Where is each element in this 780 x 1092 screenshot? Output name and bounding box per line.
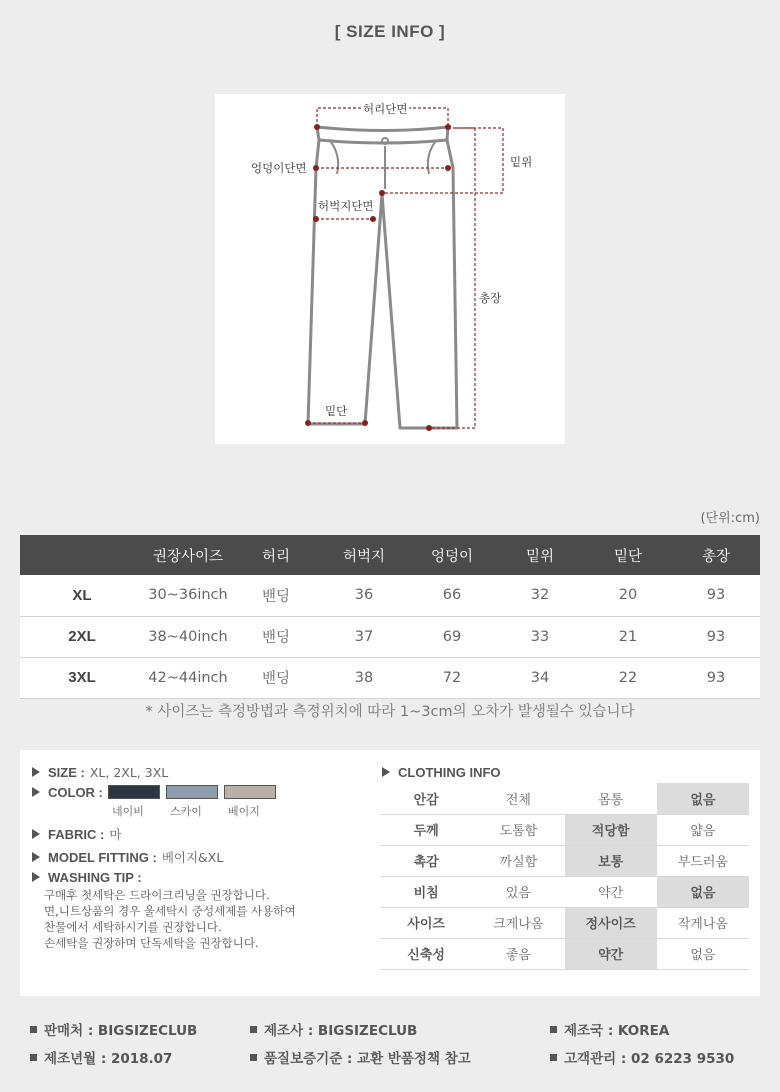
clothing-option: 없음 [657,783,749,814]
product-details [32,762,372,951]
clothing-row [380,783,749,814]
footer-item [30,1019,250,1039]
cs-text: 고객관리 : 02 6223 9530 [564,1051,735,1067]
size-table [20,535,760,699]
fabric-row [32,824,372,844]
table-cell: 93 [706,628,726,645]
hip-label: 엉덩이단면 [251,161,307,175]
table-cell: 69 [442,628,462,645]
triangle-bullet-icon [32,852,40,862]
rise-label: 밑위 [510,155,533,169]
color-name: 스카이 [170,805,202,818]
color-swatch-beige [224,785,276,799]
footer-info [30,1015,760,1071]
maker-text: 제조사 : BIGSIZECLUB [264,1023,418,1039]
table-cell: 33 [530,628,550,645]
header-cell: 엉덩이 [430,548,474,565]
table-cell: 66 [442,587,462,604]
table-cell: 42~44inch [148,669,228,686]
clothing-option: 까실함 [499,855,538,870]
table-cell: 32 [530,587,550,604]
unit-label: (단위:cm) [700,511,760,526]
color-label: COLOR : [48,784,103,800]
color-swatches [108,785,276,799]
clothing-option: 작게나옴 [677,917,728,932]
footer-item [250,1047,550,1067]
table-cell: 밴딩 [261,588,290,605]
color-swatch-sky [166,785,218,799]
square-bullet-icon [30,1054,37,1061]
table-cell: 밴딩 [261,630,290,646]
length-label: 총장 [479,291,502,305]
header-cell: 밑위 [525,548,554,565]
footer-item [550,1047,734,1067]
clothing-option: 정사이즈 [565,907,657,938]
footer-row [30,1015,760,1043]
clothing-option: 좋음 [505,948,531,963]
triangle-bullet-icon [32,767,40,777]
fabric-value: 마 [109,827,122,842]
pants-measurement-diagram [215,94,565,444]
hem-label: 밑단 [325,404,348,418]
table-cell: 3XL [68,669,96,686]
color-name: 네이비 [112,805,144,818]
clothing-key: 비침 [413,886,439,901]
color-names [102,802,372,820]
thigh-label: 허벅지단면 [318,199,374,213]
table-cell: 34 [530,669,550,686]
square-bullet-icon [30,1026,37,1033]
table-cell: 20 [618,587,638,604]
footer-item [250,1019,550,1039]
clothing-key: 사이즈 [407,917,445,932]
header-cell: 총장 [701,548,730,565]
warranty-text: 품질보증기준 : 교환 반품정책 참고 [264,1051,471,1067]
table-cell: 38~40inch [148,628,228,645]
table-cell: 93 [706,669,726,686]
clothing-option: 보통 [565,845,657,876]
table-cell: 72 [442,669,462,686]
clothing-option: 부드러움 [677,855,728,870]
clothing-option: 적당함 [565,814,657,845]
clothing-info-heading [382,762,506,782]
table-row [20,657,760,698]
header-cell: 허벅지 [342,548,386,565]
table-row [20,575,760,616]
clothing-key: 두께 [413,824,439,839]
clothing-option: 없음 [690,948,716,963]
header-cell: 허리 [261,548,290,565]
square-bullet-icon [250,1054,257,1061]
footer-item [30,1047,250,1067]
table-cell: 37 [354,628,374,645]
clothing-option: 약간 [565,938,657,969]
waist-label: 허리단면 [363,102,408,116]
model-label: MODEL FITTING : [48,849,157,865]
pants-illustration [215,94,565,444]
clothing-key: 신축성 [407,948,445,963]
size-info-label: SIZE : [48,764,85,780]
header-cell: 밑단 [613,548,642,565]
fabric-label: FABRIC : [48,826,105,842]
clothing-info-table [380,783,749,970]
header-cell: 권장사이즈 [152,548,224,565]
size-note: * 사이즈는 측정방법과 측정위치에 따라 1~3cm의 오차가 발생될수 있습니다 [145,704,635,720]
clothing-row [380,938,749,969]
clothing-option: 없음 [657,876,749,907]
clothing-row [380,876,749,907]
color-name: 베이지 [228,805,260,818]
header-cell [20,535,144,575]
washing-line: 구매후 첫세탁은 드라이크리닝을 권장합니다. [44,888,270,902]
footer-item [550,1019,669,1039]
washing-tips [44,887,372,951]
clothing-row [380,814,749,845]
triangle-bullet-icon [382,767,390,777]
washing-line: 면,니트상품의 경우 울세탁시 중성세제를 사용하여 [44,904,296,918]
triangle-bullet-icon [32,829,40,839]
seller-text: 판매처 : BIGSIZECLUB [44,1023,198,1039]
triangle-bullet-icon [32,787,40,797]
square-bullet-icon [550,1054,557,1061]
table-cell: 93 [706,587,726,604]
clothing-option: 있음 [505,886,531,901]
model-row [32,847,372,867]
washing-line: 손세탁을 권장하며 단독세탁을 권장합니다. [44,936,259,950]
clothing-option: 약간 [598,886,624,901]
size-table-header [20,535,760,575]
product-info-box [20,750,760,996]
clothing-option: 도톰함 [499,824,538,839]
country-text: 제조국 : KOREA [564,1023,670,1039]
clothing-option: 얇음 [690,824,716,839]
page-title: [ SIZE INFO ] [334,22,446,41]
table-cell: 30~36inch [148,587,228,604]
table-cell: 2XL [68,628,96,645]
clothing-row [380,907,749,938]
square-bullet-icon [550,1026,557,1033]
size-info-value: XL, 2XL, 3XL [89,764,169,780]
table-cell: 22 [618,669,638,686]
model-value: 베이지&XL [161,850,224,865]
triangle-bullet-icon [32,872,40,882]
table-cell: 21 [618,628,638,645]
clothing-option: 몸통 [598,792,624,808]
clothing-option: 전체 [505,792,531,808]
table-cell: 36 [354,587,374,604]
size-row [32,762,372,782]
clothing-info-title: CLOTHING INFO [398,764,501,780]
clothing-key: 촉감 [413,855,439,870]
table-cell: 38 [354,669,374,686]
clothing-row [380,845,749,876]
washing-row [32,867,372,887]
table-cell: XL [72,586,92,604]
table-row [20,616,760,657]
date-text: 제조년월 : 2018.07 [44,1051,173,1067]
color-row [32,782,372,802]
clothing-key: 안감 [413,792,439,808]
clothing-option: 크게나옴 [493,917,544,932]
washing-line: 찬물에서 세탁하시기를 권장합니다. [44,920,222,934]
washing-label: WASHING TIP : [48,869,142,885]
footer-row [30,1043,760,1071]
table-cell: 밴딩 [261,671,290,687]
square-bullet-icon [250,1026,257,1033]
color-swatch-navy [108,785,160,799]
